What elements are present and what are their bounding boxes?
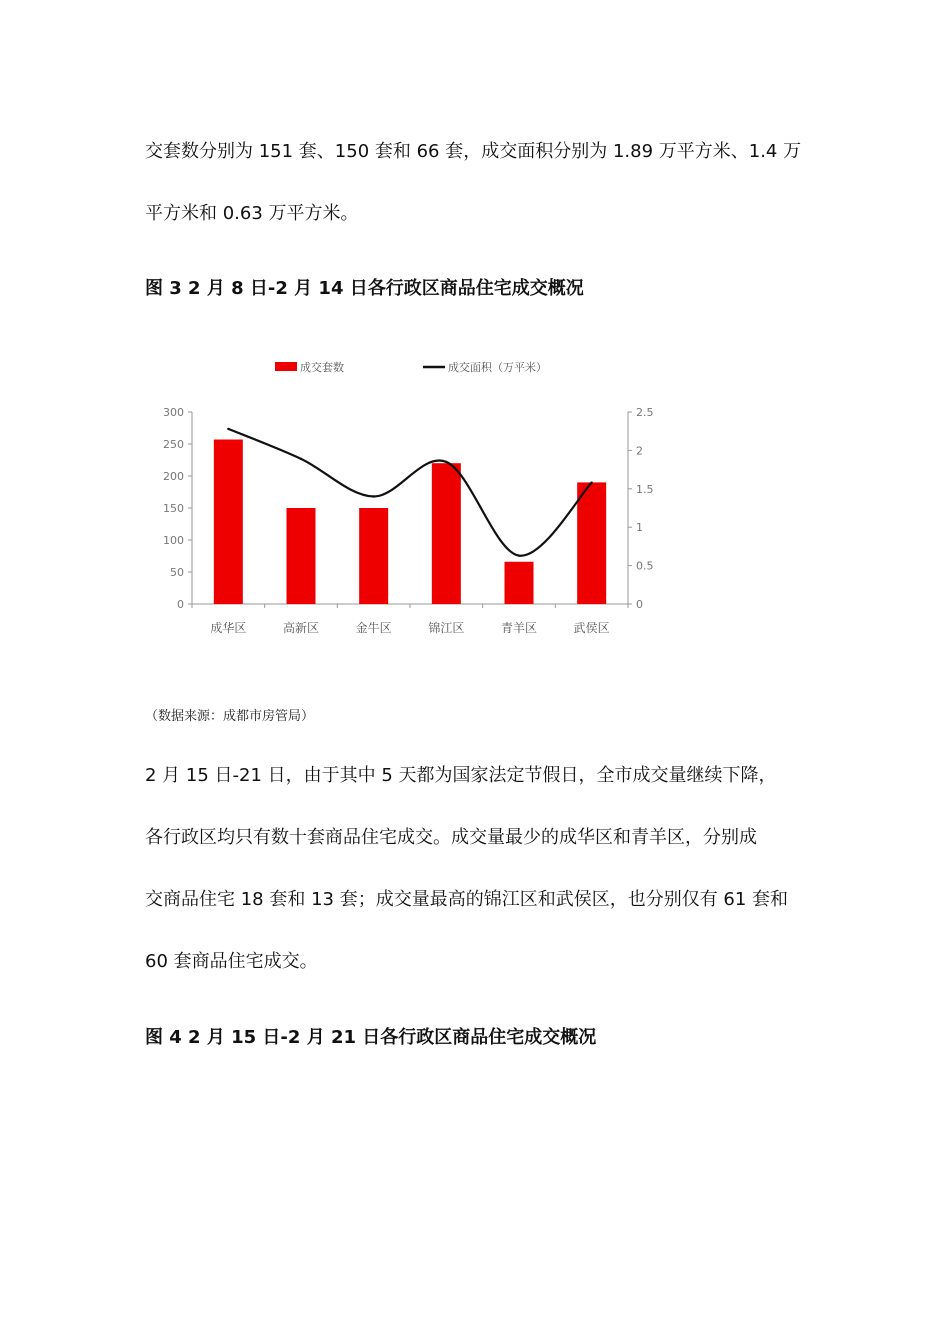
right-tick-label: 2: [636, 444, 643, 458]
figure3-chart: [150, 345, 680, 655]
bar-6: [577, 482, 606, 604]
paragraph1-line2: 平方米和 0.63 万平方米。: [145, 203, 359, 224]
right-tick-label: 0.5: [636, 559, 654, 573]
left-tick-label: 100: [163, 534, 184, 547]
right-tick-label: 1: [636, 521, 643, 535]
bar-3: [359, 508, 388, 604]
area-point-3: [372, 495, 374, 497]
bar-2: [287, 508, 316, 604]
left-tick-label: 0: [177, 598, 184, 611]
bar-4: [432, 463, 461, 604]
area-point-2: [300, 458, 302, 460]
bar-1: [214, 440, 243, 604]
area-point-4: [445, 461, 447, 463]
figure3-title: 图 3 2 月 8 日-2 月 14 日各行政区商品住宅成交概况: [145, 278, 584, 299]
paragraph1-line1: 交套数分别为 151 套、150 套和 66 套，成交面积分别为 1.89 万平方米、1.4 万: [145, 141, 802, 162]
area-line-series: [228, 429, 591, 556]
area-point-6: [590, 481, 592, 483]
figure3-source: （数据来源：成都市房管局）: [145, 709, 315, 724]
category-label: 金牛区: [355, 621, 392, 635]
bar-5: [505, 562, 534, 604]
left-tick-label: 300: [163, 406, 184, 419]
legend-bar-label: 成交套数: [300, 361, 344, 374]
right-tick-label: 2.5: [636, 406, 654, 419]
right-tick-label: 0: [636, 598, 643, 611]
paragraph2-line4: 60 套商品住宅成交。: [145, 951, 318, 972]
left-tick-label: 250: [163, 438, 184, 451]
right-tick-label: 1.5: [636, 482, 654, 496]
category-label: 武侯区: [573, 621, 610, 635]
area-point-5: [518, 554, 520, 556]
category-label: 锦江区: [428, 621, 465, 635]
area-point-1: [227, 428, 229, 430]
left-tick-label: 50: [170, 566, 184, 579]
paragraph2-line1: 2 月 15 日-21 日，由于其中 5 天都为国家法定节假日，全市成交量继续下降，: [145, 765, 777, 786]
paragraph2-line3: 交商品住宅 18 套和 13 套；成交量最高的锦江区和武侯区，也分别仅有 61 套和: [145, 889, 789, 910]
legend-line-label: 成交面积（万平米）: [448, 361, 547, 374]
paragraph2-line2: 各行政区均只有数十套商品住宅成交。成交量最少的成华区和青羊区，分别成: [145, 827, 757, 848]
legend-bar-swatch: [275, 362, 297, 371]
category-label: 高新区: [282, 621, 320, 635]
category-label: 成华区: [210, 621, 247, 635]
left-tick-label: 200: [163, 470, 184, 483]
category-label: 青羊区: [500, 621, 538, 635]
left-tick-label: 150: [163, 502, 184, 515]
figure4-title: 图 4 2 月 15 日-2 月 21 日各行政区商品住宅成交概况: [145, 1027, 597, 1048]
